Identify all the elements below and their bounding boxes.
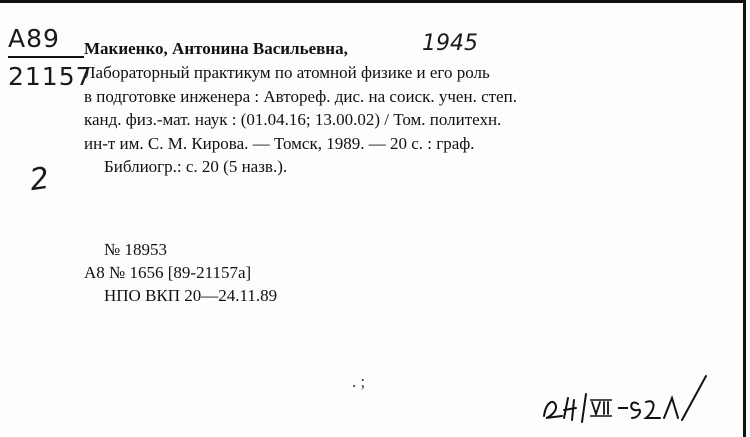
- record-number: № 18953: [104, 240, 167, 259]
- description-line: канд. физ.-мат. наук : (01.04.16; 13.00.02) / Том. политехн.: [84, 110, 502, 129]
- handwritten-signature: [538, 372, 718, 424]
- description-line: ин-т им. С. М. Кирова. — Томск, 1989. — 20 с. : граф.: [84, 133, 475, 153]
- shelf-mark-underline: [8, 56, 84, 58]
- handwritten-margin-mark: 2: [27, 160, 52, 199]
- agency-stamp-line: НПО ВКП 20—24.11.89: [104, 286, 278, 305]
- shelf-mark-top: A89: [8, 24, 60, 53]
- author-heading: Макиенко, Антонина Васильевна,: [84, 39, 348, 58]
- bibliography-note: Библиогр.: с. 20 (5 назв.).: [104, 157, 288, 176]
- card-right-border: [743, 0, 746, 437]
- description-line: Лабораторный практикум по атомной физике и его роль: [84, 63, 490, 82]
- handwritten-year: 1945: [422, 31, 478, 56]
- shelf-mark-bottom: 21157: [8, 62, 93, 91]
- scattered-marks: . ;: [352, 372, 366, 391]
- description-line: в подготовке инженера : Автореф. дис. на соиск. учен. степ.: [84, 86, 517, 106]
- card-top-border: [0, 0, 744, 3]
- accession-number: А8 № 1656 [89-21157а]: [84, 263, 252, 282]
- bibliographic-description: [84, 61, 517, 179]
